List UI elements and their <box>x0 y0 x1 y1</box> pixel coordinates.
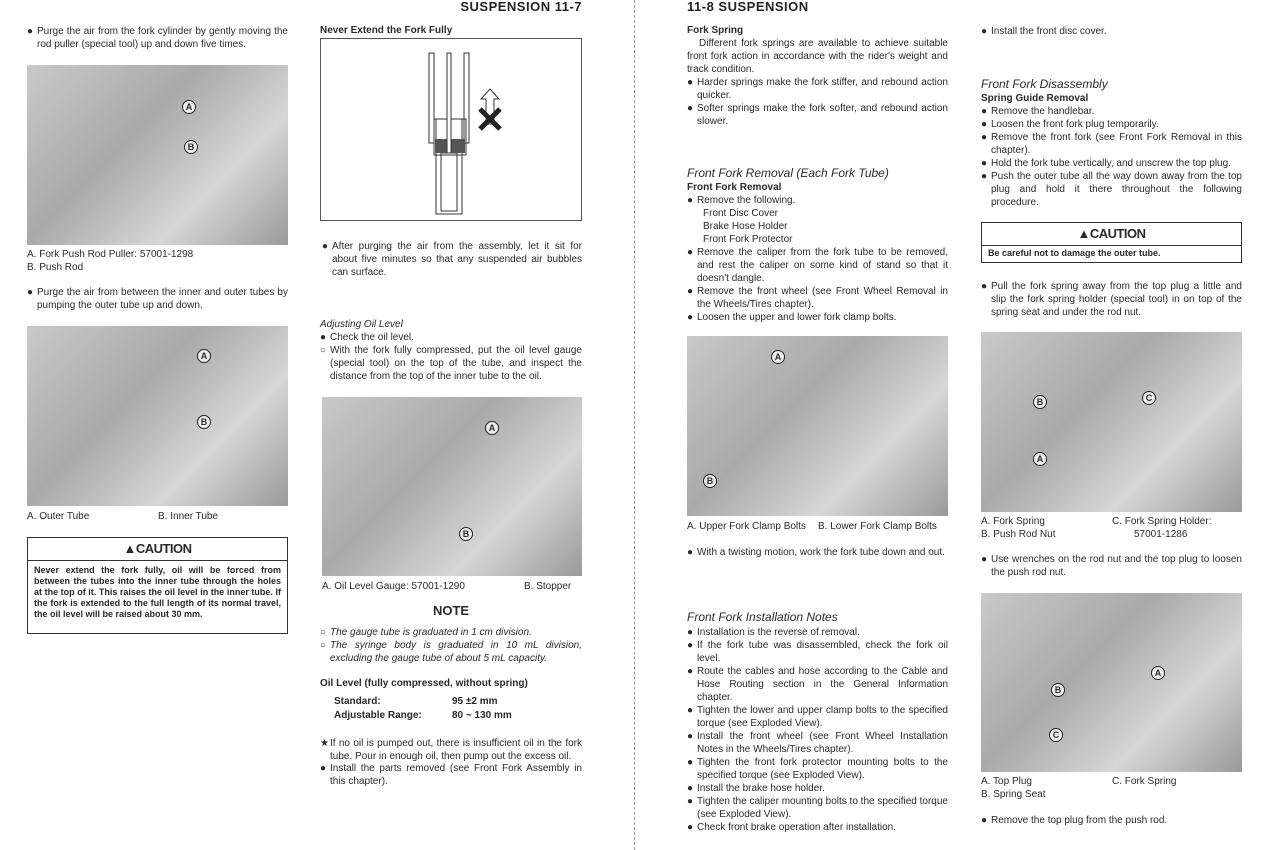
callout-a: A <box>771 350 785 364</box>
bullet-remove-top-plug: ● Remove the top plug from the push rod. <box>981 815 1168 826</box>
section-front-fork-removal: Front Fork Removal (Each Fork Tube) <box>687 166 889 180</box>
bullet-purge-tubes: ● Purge the air from between the inner and outer tubes by pumping the outer tube up and down. <box>27 287 288 311</box>
callout-a: A <box>197 349 211 363</box>
sub-spring-guide-removal: Spring Guide Removal <box>981 93 1089 104</box>
page-header-left: SUSPENSION 11-7 <box>460 0 582 14</box>
bullet-pull-spring: ● Pull the fork spring away from the top plug a little and slip the fork spring holder (special tool) in on top of the spring seat and under the rod nut. <box>981 281 1242 318</box>
installation-bullets: ● Installation is the reverse of removal. ● If the fork tube was disassembled, check the fork oil level. ● Route the cables and hose according to the Cable and Hose Routing section in the General Information chapter. ● Tighten the lower and upper clamp bolts to the specified torque (see Exploded View). ● Install the front wheel (see Front Wheel Installation Notes in the Wheels/Tires chapter). ● Tighten the front fork protector mounting bolts to the specified torque (see Exploded View). ● Install the brake hose holder. ● Tighten the caliper mounting bolts to the specified torque (see Exploded View). ● Check front brake operation after installation. <box>687 627 948 833</box>
spec-value-standard: 95 ±2 mm <box>452 696 498 707</box>
warning-icon: ▲ <box>1077 226 1090 241</box>
caution-text: Be careful not to damage the outer tube. <box>988 248 1161 258</box>
photo1-caption: A. Fork Push Rod Puller: 57001-1298 B. Push Rod <box>27 249 194 273</box>
fork-diagram <box>320 38 582 221</box>
section-installation-notes: Front Fork Installation Notes <box>687 610 838 624</box>
photo2-caption-b: B. Inner Tube <box>158 511 219 522</box>
photo3-caption-b: B. Stopper <box>524 581 572 592</box>
removal-bullets: ● Remove the caliper from the fork tube to be removed, and rest the caliper on some kind of stand so that it doesn't dangle. ● Remove the front wheel (see Front Wheel Removal in the Wheels/Tires chapter). ● Loosen the upper and lower fork clamp bolts. <box>687 247 948 323</box>
note-item: ○ The syringe body is graduated in 10 mL division, excluding the gauge tube of about 5 mL capacity. <box>320 640 582 664</box>
figure-title: Never Extend the Fork Fully <box>320 25 453 36</box>
photo-outer-inner-tube <box>27 326 288 506</box>
photo4-caption-b: B. Lower Fork Clamp Bolts <box>818 521 937 532</box>
callout-c: C <box>1142 391 1156 405</box>
caution-title: CAUTION <box>135 541 192 556</box>
photo-oil-level-gauge <box>322 397 582 576</box>
photo-fork-spring-holder <box>981 332 1242 512</box>
bullet-use-wrenches: ● Use wrenches on the rod nut and the top plug to loosen the push rod nut. <box>981 554 1242 578</box>
callout-b: B <box>197 415 211 429</box>
photo5-caption-right: C. Fork Spring Holder: 57001-1286 <box>1112 516 1212 540</box>
bullet-twisting-motion: ● With a twisting motion, work the fork tube down and out. <box>687 547 945 558</box>
fork-spring-text: Different fork springs are available to achieve suitable front fork action in accordance with the rider's weight and track condition. <box>687 38 948 75</box>
callout-b: B <box>184 140 198 154</box>
photo-top-plug <box>981 593 1242 772</box>
caution-title: CAUTION <box>1089 226 1146 241</box>
callout-b: B <box>1051 683 1065 697</box>
bullet-install-disc-cover: ● Install the front disc cover. <box>981 26 1107 37</box>
photo-push-rod-puller <box>27 65 288 245</box>
page-divider <box>634 0 635 850</box>
fork-spring-title: Fork Spring <box>687 25 744 36</box>
spec-label-range: Adjustable Range: <box>334 710 422 721</box>
fork-extension-diagram <box>321 39 583 222</box>
callout-b: B <box>703 474 717 488</box>
caution-box <box>27 537 288 634</box>
spec-title: Oil Level (fully compressed, without spring) <box>320 678 528 689</box>
note-item: ○ The gauge tube is graduated in 1 cm division. <box>320 627 532 638</box>
removal-items: Front Disc Cover Brake Hose Holder Front Fork Protector <box>703 208 793 245</box>
bullet-let-sit: ● After purging the air from the assembly, let it sit for about five minutes so that any suspended air bubbles can surface. <box>322 241 582 278</box>
photo6-caption-right: C. Fork Spring <box>1112 776 1177 787</box>
disassembly-bullets: ● Remove the handlebar. ● Loosen the front fork plug temporarily. ● Remove the front fork (see Front Fork Removal in this chapter). ● Hold the fork tube vertically, and unscrew the top plug. ● Push the outer tube all the way down away from the top plug and hold it there throughout the following procedure. <box>981 106 1242 208</box>
star-note: ★If no oil is pumped out, there is insufficient oil in the fork tube. Pour in enough oil, then pump out the excess oil. <box>320 738 582 762</box>
spec-value-range: 80 ~ 130 mm <box>452 710 512 721</box>
photo4-caption-a: A. Upper Fork Clamp Bolts <box>687 521 806 532</box>
callout-a: A <box>485 421 499 435</box>
caution-box-outer-tube <box>981 222 1242 263</box>
bullet-check-oil: ● Check the oil level. <box>320 332 414 343</box>
bullet-harder-springs: ● Harder springs make the fork stiffer, and rebound action quicker. <box>687 77 948 101</box>
photo2-caption-a: A. Outer Tube <box>27 511 90 522</box>
section-adjusting-oil-level: Adjusting Oil Level <box>320 319 403 330</box>
sub-front-fork-removal: Front Fork Removal <box>687 182 782 193</box>
photo-fork-clamp-bolts <box>687 336 948 516</box>
callout-a: A <box>1151 666 1165 680</box>
bullet-remove-following: ● Remove the following. <box>687 195 796 206</box>
callout-a: A <box>1033 452 1047 466</box>
bullet-purge-cylinder: ● Purge the air from the fork cylinder by gently moving the rod puller (special tool) up and down five times. <box>27 26 288 50</box>
warning-icon: ▲ <box>123 541 136 556</box>
caution-text: Never extend the fork fully, oil will be forced from between the tubes into the inner tube through the holes at the top of it. This raises the oil level in the inner tube. If the fork is extended to the full length of its normal travel, the oil level will be raised about 30 mm. <box>34 565 281 619</box>
photo6-caption-left: A. Top Plug B. Spring Seat <box>981 776 1046 800</box>
photo5-caption-left: A. Fork Spring B. Push Rod Nut <box>981 516 1056 540</box>
callout-b: B <box>459 527 473 541</box>
section-disassembly: Front Fork Disassembly <box>981 77 1108 91</box>
callout-c: C <box>1049 728 1063 742</box>
bullet-softer-springs: ● Softer springs make the fork softer, and rebound action slower. <box>687 103 948 127</box>
bullet-install-parts: ● Install the parts removed (see Front Fork Assembly in this chapter). <box>320 763 582 787</box>
spec-label-standard: Standard: <box>334 696 381 707</box>
callout-a: A <box>182 100 196 114</box>
page-header-right: 11-8 SUSPENSION <box>687 0 809 14</box>
bullet-compress-fork: ○ With the fork fully compressed, put the oil level gauge (special tool) on the top of the tube, and inspect the distance from the top of the inner tube to the oil. <box>320 345 582 382</box>
callout-b: B <box>1033 395 1047 409</box>
note-title: NOTE <box>432 603 470 618</box>
photo3-caption-a: A. Oil Level Gauge: 57001-1290 <box>322 581 465 592</box>
